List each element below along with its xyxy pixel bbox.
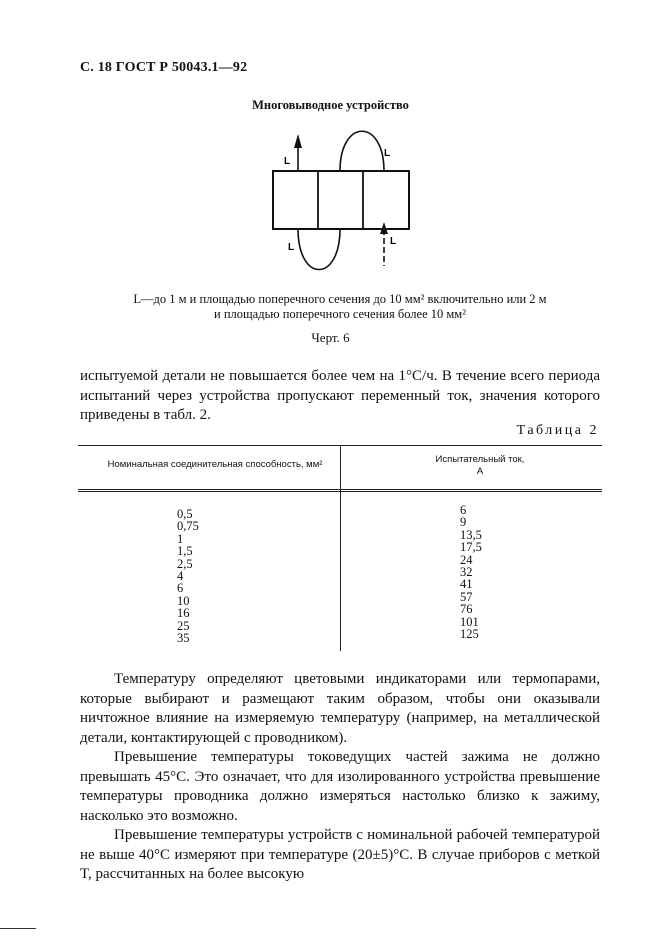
table-cell-capacity: 35: [177, 631, 190, 646]
page-header: С. 18 ГОСТ Р 50043.1—92: [80, 60, 248, 75]
figure-number: Черт. 6: [311, 330, 350, 345]
table-cell-current: 6: [460, 503, 467, 517]
table-cell-capacity: 1: [177, 531, 184, 546]
body-text: [80, 670, 600, 885]
conductor-loop-bottom: [298, 229, 340, 270]
table-cell-capacity: 6: [177, 581, 184, 596]
table-column-current: [460, 504, 482, 640]
length-label-top-left: L: [284, 156, 291, 167]
page-edge-mark: [0, 928, 36, 929]
figure-caption-line-2: и площадью поперечного сечения более 10 мм²: [214, 307, 466, 321]
multi-terminal-device-diagram: [260, 118, 430, 278]
table-cell-capacity: 0,5: [177, 507, 193, 521]
length-label-bottom-left: L: [288, 242, 295, 253]
body-paragraph: Превышение температуры токоведущих частей зажима не должно превышать 45°С. Это означает, что для изолированного устройства превышение температуры проводника должно измеряться настолько близко к зажиму, насколько это возможно.: [80, 749, 600, 824]
table-cell-current: 125: [460, 627, 479, 642]
table-cell-capacity: 1,5: [177, 544, 193, 559]
table-header-capacity: Номинальная соединительная способность, мм²: [107, 459, 323, 470]
table-header-current-line-1: Испытательный ток,: [435, 454, 525, 465]
length-label-bottom-right: L: [390, 236, 397, 247]
figure-caption: [60, 292, 620, 322]
conductor-loop-top: [340, 131, 384, 171]
table-column-divider: [340, 446, 341, 651]
figure-title: Многовыводное устройство: [252, 98, 409, 112]
table-cell-current: 24: [460, 552, 473, 567]
table-cell-current: 101: [460, 614, 479, 629]
table-cell-capacity: 4: [177, 569, 184, 584]
table-column-capacity: [177, 508, 199, 644]
length-label-top-right: L: [384, 148, 391, 159]
table-cell-current: 76: [460, 602, 473, 617]
table-cell-current: 17,5: [460, 540, 482, 555]
table-cell-capacity: 2,5: [177, 556, 193, 571]
body-paragraph: Температуру определяют цветовыми индикаторами или термопарами, которые выбирают и размещают таким образом, чтобы они оказывали ничтожное влияние на измеряемую температуру (например, на металлической детали, контактирующей с проводником).: [80, 671, 600, 746]
table-cell-current: 13,5: [460, 527, 482, 542]
table-title: Таблица 2: [516, 423, 599, 438]
body-paragraph: Превышение температуры устройств с номинальной рабочей температурой не выше 40°С измеряют при температуре (20±5)°С. В случае приборов с меткой T, рассчитанных на более высокую: [80, 827, 600, 882]
table-cell-current: 57: [460, 589, 473, 604]
table-cell-current: 41: [460, 577, 473, 592]
intro-paragraph-text: испытуемой детали не повышается более чем на 1°С/ч. В течение всего периода испытаний через устройства пропускают переменный ток, значения которого приведены в табл. 2.: [80, 368, 600, 423]
table-cell-current: 32: [460, 565, 473, 580]
table-header-current-line-2: А: [476, 466, 484, 477]
figure-caption-line-1: L—до 1 м и площадью поперечного сечения до 10 мм² включительно или 2 м: [133, 292, 547, 306]
arrow-up-icon: [294, 134, 302, 148]
table-cell-capacity: 25: [177, 618, 190, 633]
table-cell-current: 9: [460, 515, 467, 530]
table-header-current: [370, 454, 590, 478]
intro-paragraph: [80, 367, 600, 426]
terminal-block: [273, 171, 409, 229]
table-cell-capacity: 10: [177, 593, 190, 608]
table-cell-capacity: 16: [177, 606, 190, 621]
table-cell-capacity: 0,75: [177, 519, 199, 534]
